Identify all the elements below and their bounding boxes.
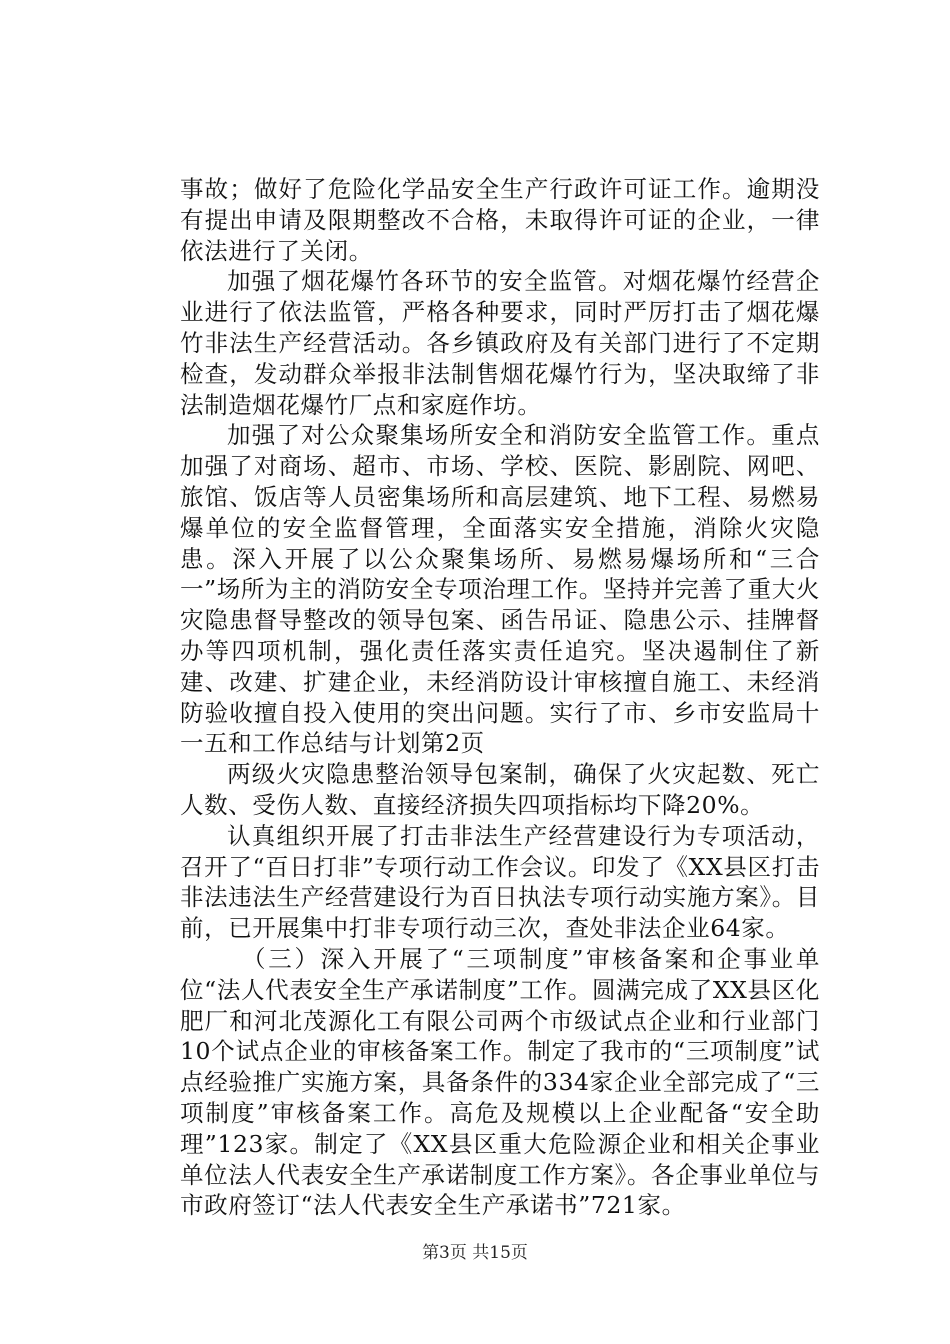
page-number-footer: 第3页 共15页 <box>422 1243 528 1263</box>
paragraph-public-places: 加强了对公众聚集场所安全和消防安全监管工作。重点加强了对商场、超市、市场、学校、医院、影剧院、网吧、旅馆、饭店等人员密集场所和高层建筑、地下工程、易燃易爆单位的安全监督管理，全面落实安全措施，消除火灾隐患。深入开展了以公众聚集场所、易燃易爆场所和“三合一”场所为主的消防安全专项治理工作。坚持并完善了重大火灾隐患督导整改的领导包案、函告吊证、隐患公示、挂牌督办等四项机制，强化责任落实责任追究。坚决遏制住了新建、改建、扩建企业，未经消防设计审核擅自施工、未经消防验收擅自投入使用的突出问题。实行了市、乡市安监局十一五和工作总结与计划第2页 <box>180 421 820 758</box>
paragraph-illegal-production: 认真组织开展了打击非法生产经营建设行为专项活动，召开了“百日打非”专项行动工作会议。印发了《XX县区打击非法违法生产经营建设行为百日执法专项行动实施方案》。目前，已开展集中打非专项行动三次，查处非法企业64家。 <box>180 821 820 943</box>
body-text <box>180 174 820 1221</box>
paragraph-continuation: 事故；做好了危险化学品安全生产行政许可证工作。逾期没有提出申请及限期整改不合格，未取得许可证的企业，一律依法进行了关闭。 <box>180 175 820 265</box>
paragraph-fire-hazards: 两级火灾隐患整治领导包案制，确保了火灾起数、死亡人数、受伤人数、直接经济损失四项指标均下降20%。 <box>180 760 820 819</box>
paragraph-fireworks: 加强了烟花爆竹各环节的安全监管。对烟花爆竹经营企业进行了依法监管，严格各种要求，同时严厉打击了烟花爆竹非法生产经营活动。各乡镇政府及有关部门进行了不定期检查，发动群众举报非法制售烟花爆竹行为，坚决取缔了非法制造烟花爆竹厂点和家庭作坊。 <box>180 267 820 419</box>
paragraph-three-systems: （三）深入开展了“三项制度”审核备案和企事业单位“法人代表安全生产承诺制度”工作。圆满完成了XX县区化肥厂和河北茂源化工有限公司两个市级试点企业和行业部门10个试点企业的审核备案工作。制定了我市的“三项制度”试点经验推广实施方案，具备条件的334家企业全部完成了“三项制度”审核备案工作。高危及规模以上企业配备“安全助理”123家。制定了《XX县区重大危险源企业和相关企事业单位法人代表安全生产承诺制度工作方案》。各企事业单位与市政府签订“法人代表安全生产承诺书”721家。 <box>180 944 820 1220</box>
